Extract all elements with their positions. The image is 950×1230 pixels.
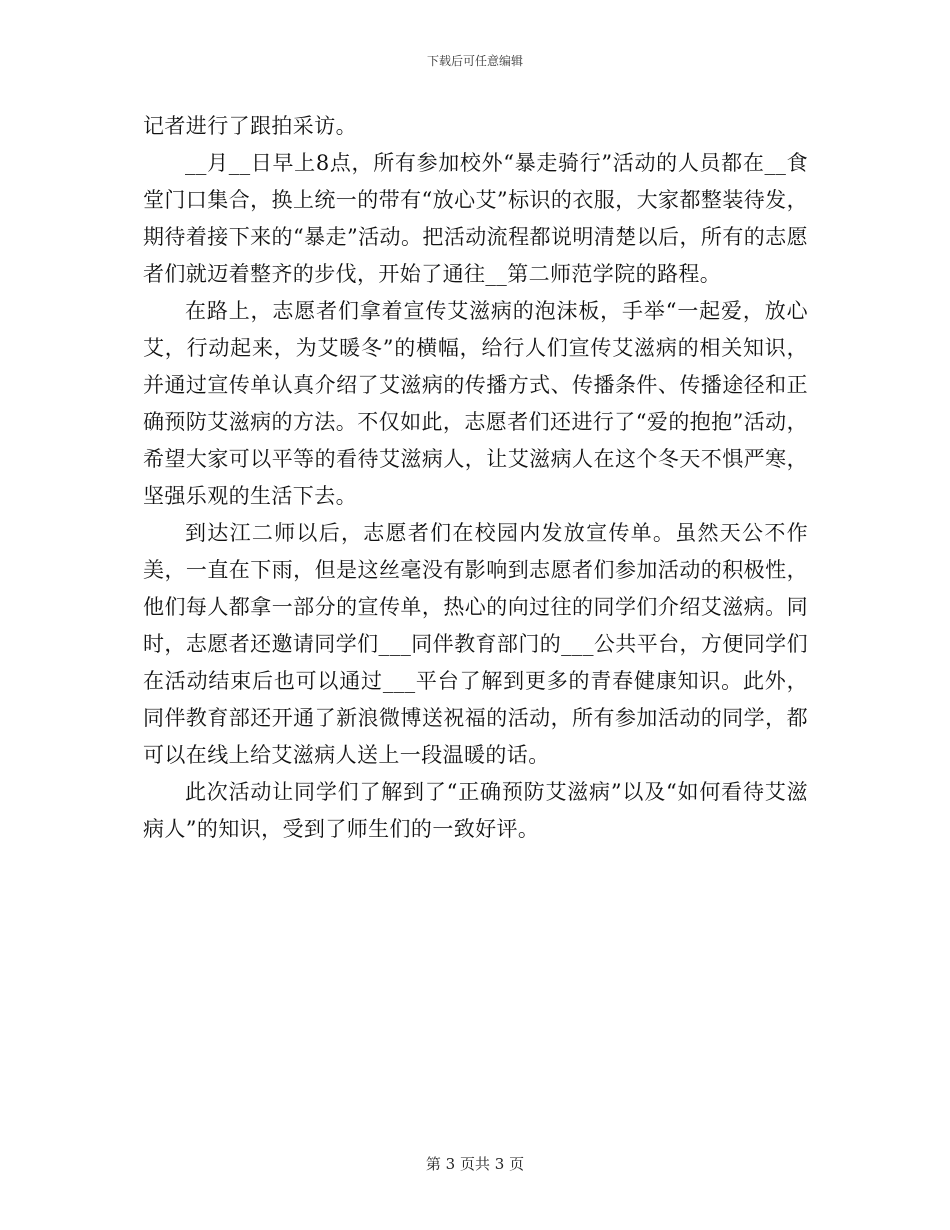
document-body (143, 108, 808, 848)
paragraph-4: 到达江二师以后，志愿者们在校园内发放宣传单。虽然天公不作美，一直在下雨，但是这丝毫没有影响到志愿者们参加活动的积极性，他们每人都拿一部分的宣传单，热心的向过往的同学们介绍艾滋病。同时，志愿者还邀请同学们___同伴教育部门的___公共平台，方便同学们在活动结束后也可以通过___平台了解到更多的青春健康知识。此外，同伴教育部还开通了新浪微博送祝福的活动，所有参加活动的同学，都可以在线上给艾滋病人送上一段温暖的话。 (143, 521, 808, 767)
paragraph-2: __月__日早上8点，所有参加校外“暴走骑行”活动的人员都在__食堂门口集合，换上统一的带有“放心艾”标识的衣服，大家都整装待发，期待着接下来的“暴走”活动。把活动流程都说明清楚以后，所有的志愿者们就迈着整齐的步伐，开始了通往__第二师范学院的路程。 (143, 151, 808, 286)
paragraph-3: 在路上，志愿者们拿着宣传艾滋病的泡沫板，手举“一起爱，放心艾，行动起来，为艾暖冬”的横幅，给行人们宣传艾滋病的相关知识，并通过宣传单认真介绍了艾滋病的传播方式、传播条件、传播途径和正确预防艾滋病的方法。不仅如此，志愿者们还进行了“爱的抱抱”活动，希望大家可以平等的看待艾滋病人，让艾滋病人在这个冬天不惧严寒，坚强乐观的生活下去。 (143, 299, 808, 508)
page-footer: 第 3 页共 3 页 (425, 1155, 525, 1173)
paragraph-1: 记者进行了跟拍采访。 (143, 114, 357, 138)
page-header: 下载后可任意编辑 (426, 54, 523, 68)
paragraph-5: 此次活动让同学们了解到了“正确预防艾滋病”以及“如何看待艾滋病人”的知识，受到了师生们的一致好评。 (143, 780, 808, 841)
